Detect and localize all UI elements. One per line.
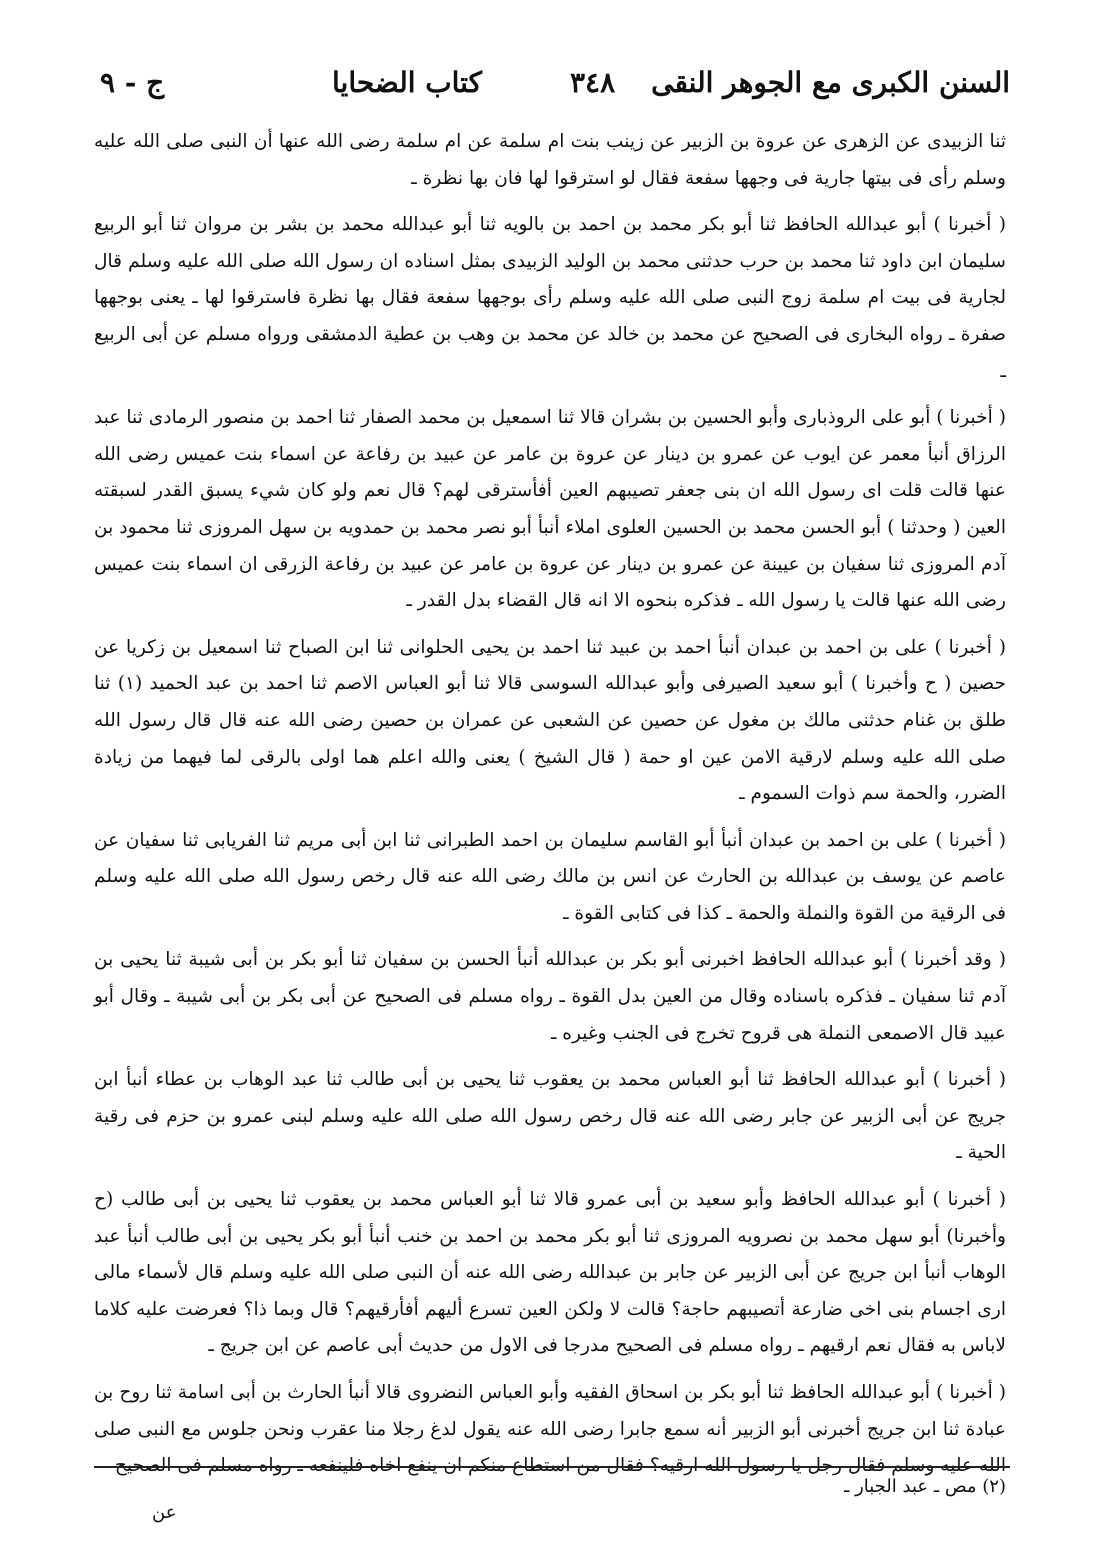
hadith-paragraph: ( أخبرنا ) على بن احمد بن عبدان أنبأ أبو القاسم سليمان بن احمد الطبرانى ثنا ابن أبى مريم ثنا الفريابى ثنا سفيان عن عاصم عن يوسف بن عبدالله بن الحارث عن انس بن مالك رضى الله عنه قال رخص رسول الله صلى الله عليه وسلم فى الرقية من القوة والنملة والحمة ـ كذا فى كتابى القوة ـ xyxy=(94,829,1006,924)
chapter-title: كتاب الضحايا xyxy=(332,66,482,99)
page-header xyxy=(100,66,1010,118)
page-number: ٣٤٨ xyxy=(570,66,616,99)
hadith-paragraph: ( أخبرنا ) أبو على الروذبارى وأبو الحسين بن بشران قالا ثنا اسمعيل بن محمد الصفار ثنا احمد بن منصور الرمادى ثنا عبد الرزاق أنبأ معمر عن ايوب عن عمرو بن دينار عن عروة بن عامر عن عبيد بن رفاعة عن اسماء بنت عميس رضى الله عنها قالت قلت اى رسول الله ان بنى جعفر تصيبهم العين أفأسترقى لهم؟ قال نعم ولو كان شيء يسبق القدر لسبقته العين ( وحدثنا ) أبو الحسن محمد بن الحسين العلوى املاء أنبأ أبو نصر محمد بن حمدويه بن سهل المروزى ثنا محمود بن آدم المروزى ثنا سفيان بن عيينة عن عمرو بن دينار عن عروة بن عامر عن عبيد بن رفاعة الزرقى ان اسماء بنت عميس رضى الله عنها قالت يا رسول الله ـ فذكره بنحوه الا انه قال القضاء بدل القدر ـ xyxy=(94,407,1006,612)
hadith-paragraph: ( أخبرنا ) أبو عبدالله الحافظ وأبو سعيد بن أبى عمرو قالا ثنا أبو العباس محمد بن يعقوب ثنا يحيى بن أبى طالب (ح وأخبرنا) أبو سهل محمد بن نصرويه المروزى ثنا أبو بكر محمد بن احمد بن خنب أنبأ أبو بكر يحيى بن أبى طالب أنبأ عبد الوهاب أنبأ ابن جريج عن أبى الزبير عن جابر بن عبدالله رضى الله عنه أن النبى صلى الله عليه وسلم قال لأسماء مالى ارى اجسام بنى اخى ضارعة أتصيبهم حاجة؟ قالت لا ولكن العين تسرع أليهم أفأرقيهم؟ قال وبما ذا؟ فعرضت عليه كلاما لاباس به فقال نعم ارقيهم ـ رواه مسلم فى الصحيح مدرجا فى الاول من حديث أبى عاصم عن ابن جريج ـ xyxy=(94,1189,1006,1357)
hadith-paragraph: ثنا الزبيدى عن الزهرى عن عروة بن الزبير عن زينب بنت ام سلمة عن ام سلمة رضى الله عنها أن النبى صلى الله عليه وسلم رأى فى بيتها جارية فى وجهها سفعة فقال لو استرقوا لها فان بها نظرة ـ xyxy=(94,131,1006,189)
hadith-paragraph: ( وقد أخبرنا ) أبو عبدالله الحافظ اخبرنى أبو بكر بن عبدالله أنبأ الحسن بن سفيان ثنا أبو بكر بن أبى شيبة ثنا يحيى بن آدم ثنا سفيان ـ فذكره باسناده وقال من العين بدل القوة ـ رواه مسلم فى الصحيح عن أبى بكر بن أبى شيبة ـ وقال أبو عبيد قال الاصمعى النملة هى قروح تخرج فى الجنب وغيره ـ xyxy=(94,949,1006,1044)
catchword: عن xyxy=(152,1502,177,1523)
hadith-paragraph: ( أخبرنا ) على بن احمد بن عبدان أنبأ احمد بن عبيد ثنا احمد بن يحيى الحلوانى ثنا ابن الصباح ثنا اسمعيل بن زكريا عن حصين ( ح وأخبرنا ) أبو سعيد الصيرفى وأبو عبدالله السوسى قالا ثنا أبو العباس الاصم ثنا احمد بن عبد الحميد (١) ثنا طلق بن غنام حدثنى مالك بن مغول عن حصين عن الشعبى عن عمران بن حصين رضى الله عنه قال قال رسول الله صلى الله عليه وسلم لارقية الامن عين او حمة ( قال الشيخ ) يعنى والله اعلم هما اولى بالرقى لما فيهما من زيادة الضرر، والحمة سم ذوات السموم ـ xyxy=(94,636,1006,805)
footnote-divider xyxy=(94,1466,1010,1468)
footnote: (٢) مص ـ عبد الجبار ـ xyxy=(844,1476,1006,1497)
hadith-paragraph: ( أخبرنا ) أبو عبدالله الحافظ ثنا أبو العباس محمد بن يعقوب ثنا يحيى بن أبى طالب ثنا عبد الوهاب بن عطاء أنبأ ابن جريج عن أبى الزبير عن جابر رضى الله عنه قال رخص رسول الله صلى الله عليه وسلم لبنى عمرو بن حزم فى رقية الحية ـ xyxy=(94,1069,1006,1164)
volume-number: ج - ٩ xyxy=(100,66,165,99)
main-text xyxy=(94,124,1006,1495)
book-title: السنن الكبرى مع الجوهر النقى xyxy=(651,66,1010,99)
hadith-paragraph: ( أخبرنا ) أبو عبدالله الحافظ ثنا أبو بكر بن اسحاق الفقيه وأبو العباس النضروى قالا أنبأ الحارث بن أبى اسامة ثنا روح بن عبادة ثنا ابن جريج أخبرنى أبو الزبير أنه سمع جابرا رضى الله عنه يقول لدغ رجلا منا عقرب ونحن جلوس مع النبى صلى الله عليه وسلم فقال رجل يا رسول الله ارقيه؟ فقال من استطاع منكم ان ينفع اخاه فلينفعه ـ رواه مسلم فى الصحيح xyxy=(94,1382,1006,1477)
hadith-paragraph: ( أخبرنا ) أبو عبدالله الحافظ ثنا أبو بكر محمد بن احمد بن بالويه ثنا أبو عبدالله محمد بن بشر بن مروان ثنا أبو الربيع سليمان ابن داود ثنا محمد بن حرب حدثنى محمد بن الوليد الزبيدى بمثل اسناده ان رسول الله صلى الله عليه وسلم قال لجارية فى بيت ام سلمة زوج النبى صلى الله عليه وسلم رأى بوجهها سفعة فقال بها نظرة فاسترقوا لها ـ يعنى بوجهها صفرة ـ رواه البخارى فى الصحيح عن محمد بن خالد عن محمد بن وهب بن عطية الدمشقى ورواه مسلم عن أبى الربيع ـ xyxy=(94,214,1006,382)
